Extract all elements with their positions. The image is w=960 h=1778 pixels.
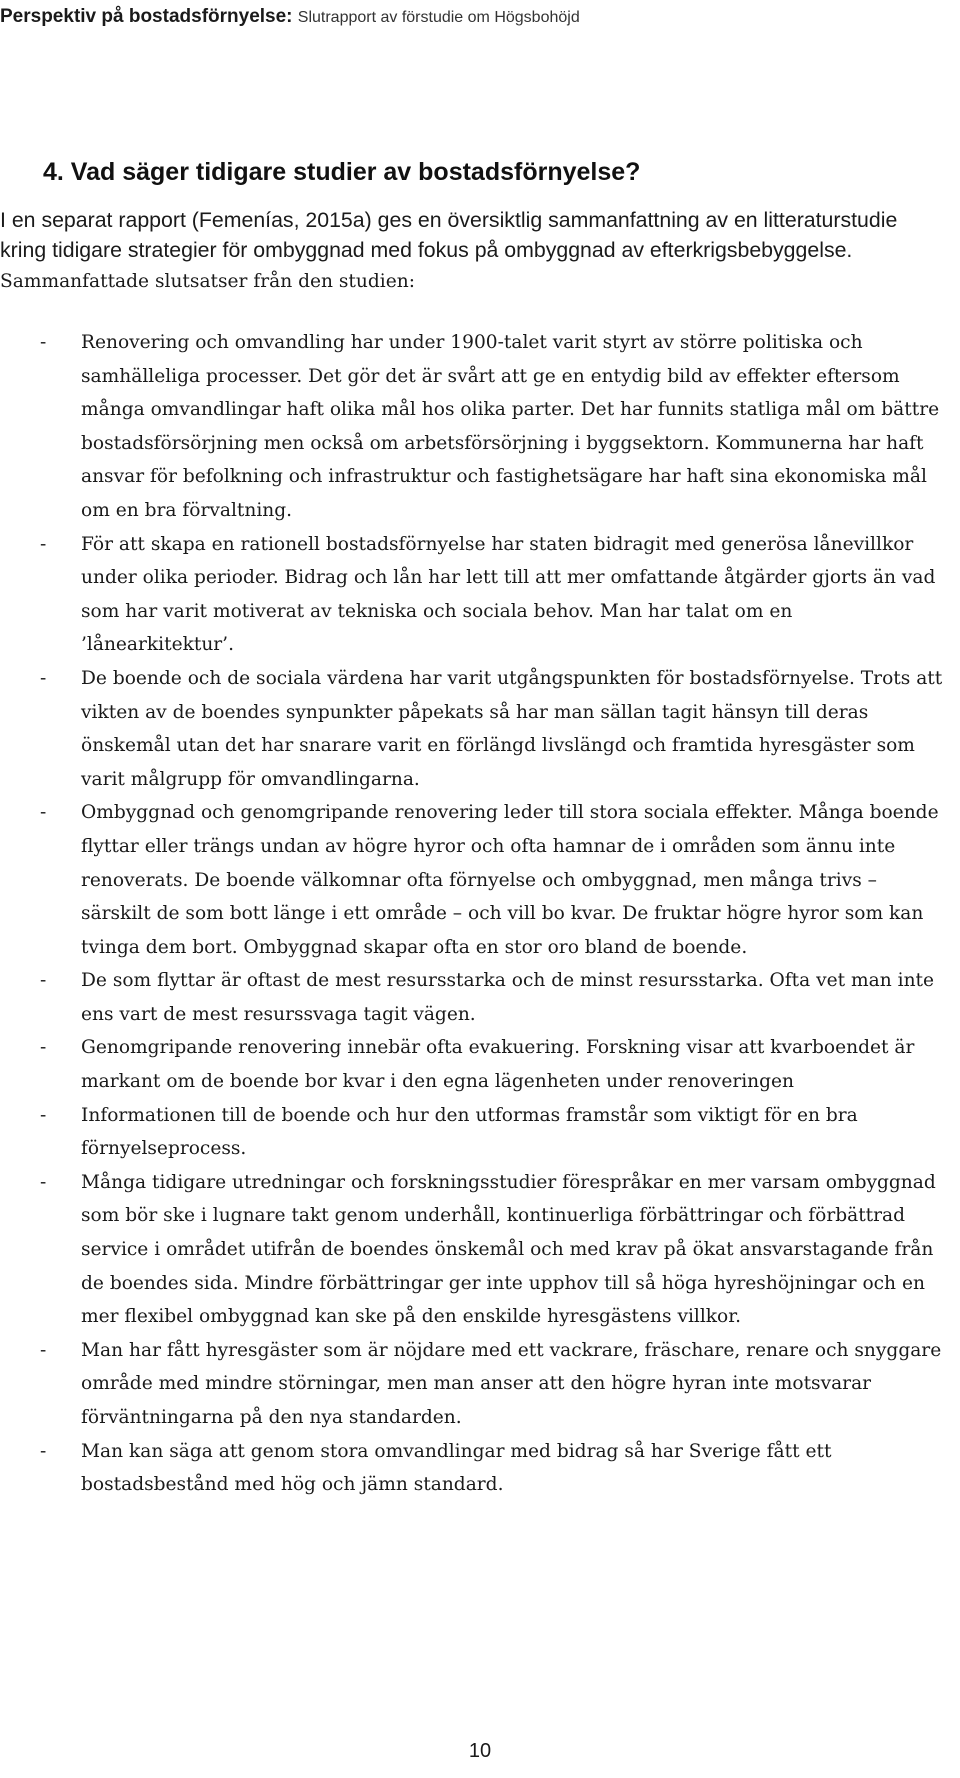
list-item-text: Ombyggnad och genomgripande renovering leder till stora sociala effekter. Många boende flyttar eller trängs undan av högre hyror och ofta hamnar de i områden som ännu inte renoverats. De boende välkomnar ofta förnyelse och ombyggnad, men många trivs – särskilt de som bott länge i ett område – och vill bo kvar. De fruktar högre hyror som kan tvinga dem bort. Ombyggnad skapar ofta en stor oro bland de boende. [81, 802, 939, 958]
list-item [0, 1099, 945, 1166]
list-item [0, 1334, 945, 1435]
intro-paragraph [0, 206, 935, 297]
list-item [0, 1435, 945, 1502]
section-heading: 4. Vad säger tidigare studier av bostadsförnyelse? [43, 158, 641, 186]
bullet-dash: - [40, 1037, 47, 1059]
running-header [0, 6, 960, 28]
intro-tail: Sammanfattade slutsatser från den studien: [0, 271, 415, 292]
bullet-dash: - [40, 970, 47, 992]
page-number: 10 [468, 1740, 492, 1762]
list-item [0, 662, 945, 796]
findings-list [0, 326, 945, 1502]
list-item [0, 964, 945, 1031]
intro-text: I en separat rapport (Femenías, 2015a) ges en översiktlig sammanfattning av en litteraturstudie kring tidigare strategier för ombyggnad med fokus på ombyggnad av efterkrigsbebyggelse. [0, 208, 898, 262]
document-subtitle: Slutrapport av förstudie om Högsbohöjd [297, 9, 580, 26]
bullet-dash: - [40, 1440, 47, 1462]
list-item [0, 1031, 945, 1098]
list-item [0, 1166, 945, 1334]
list-item [0, 796, 945, 964]
list-item-text: De som flyttar är oftast de mest resursstarka och de minst resursstarka. Ofta vet man inte ens vart de mest resurssvaga tagit vägen. [81, 970, 935, 1025]
bullet-dash: - [40, 1104, 47, 1126]
list-item [0, 326, 945, 528]
bullet-dash: - [40, 1339, 47, 1361]
title-separator: : [286, 6, 298, 27]
list-item-text: Man kan säga att genom stora omvandlingar med bidrag så har Sverige fått ett bostadsbestånd med hög och jämn standard. [81, 1440, 832, 1496]
list-item-text: Många tidigare utredningar och forskningsstudier förespråkar en mer varsam ombyggnad som bör ske i lugnare takt genom underhåll, kontinuerliga förbättringar och förbättrad service i området utifrån de boendes önskemål och med krav på ökat ansvarstagande från de boendes sida. Mindre förbättringar ger inte upphov till så höga hyreshöjningar och en mer flexibel ombyggnad kan ske på den enskilde hyresgästens villkor. [81, 1171, 936, 1328]
document-title: Perspektiv på bostadsförnyelse [0, 6, 287, 27]
bullet-dash: - [40, 332, 47, 353]
list-item-text: De boende och de sociala värdena har varit utgångspunkten för bostadsförnyelse. Trots att vikten av de boendes synpunkter påpekats så har man sällan tagit hänsyn till deras önskemål utan det har snarare varit en förlängd livslängd och framtida hyresgäster som varit målgrupp för omvandlingarna. [81, 667, 943, 790]
list-item-text: Genomgripande renovering innebär ofta evakuering. Forskning visar att kvarboendet är markant om de boende bor kvar i den egna lägenheten under renoveringen [81, 1037, 915, 1093]
bullet-dash: - [40, 802, 47, 824]
list-item [0, 528, 945, 662]
list-item-text: Informationen till de boende och hur den utformas framstår som viktigt för en bra förnyelseprocess. [81, 1104, 858, 1160]
list-item-text: För att skapa en rationell bostadsförnyelse har staten bidragit med generösa lånevillkor under olika perioder. Bidrag och lån har lett till att mer omfattande åtgärder gjorts än vad som har varit motiverat av tekniska och sociala behov. Man har talat om en ’lånearkitektur’. [81, 533, 936, 656]
list-item-text: Renovering och omvandling har under 1900-talet varit styrt av större politiska och samhälleliga processer. Det gör det är svårt att ge en entydig bild av effekter eftersom många omvandlingar haft olika mål hos olika parter. Det har funnits statliga mål om bättre bostadsförsörjning men också om arbetsförsörjning i byggsektorn. Kommunerna har haft ansvar för befolkning och infrastruktur och fastighetsägare har haft sina ekonomiska mål om en bra förvaltning. [81, 332, 940, 521]
bullet-dash: - [40, 1171, 47, 1193]
list-item-text: Man har fått hyresgäster som är nöjdare med ett vackrare, fräschare, renare och snyggare område med mindre störningar, men man anser att den högre hyran inte motsvarar förväntningarna på den nya standarden. [81, 1339, 942, 1428]
bullet-dash: - [40, 667, 47, 689]
bullet-dash: - [40, 533, 47, 555]
